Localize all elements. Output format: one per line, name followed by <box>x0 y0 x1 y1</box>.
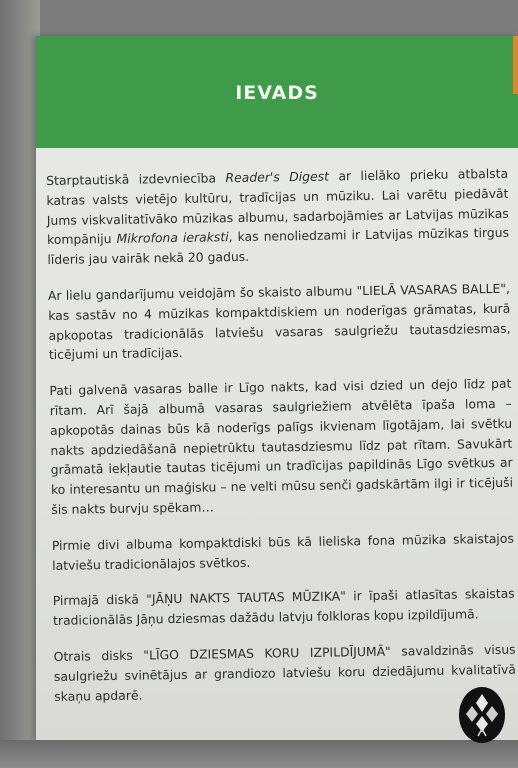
header-band <box>36 36 518 148</box>
text-run: Otrais disks "LĪGO DZIESMAS KORU IZPILDĪJUMĀ" savaldzinās visus saulgriežu svinētājus ar grandiozo latviešu koru dziedājumu kvalitatīvā skaņu apdarē. <box>53 641 516 704</box>
text-run: ar lielāko prieku atbalsta katras valsts vietējo kultūru, tradīcijas un mūziku. Lai varētu piedāvāt Jums viskvalitatīvāko mūzikas albumu, sadarbojāmies ar Latvijas mūzikas kompāniju <box>46 165 509 248</box>
table-surface <box>0 740 518 768</box>
watermark-logo-icon <box>458 686 506 744</box>
paragraph-5 <box>53 584 516 631</box>
body-text <box>46 164 517 723</box>
publisher-name: Reader's Digest <box>225 168 330 186</box>
text-run: , kas nenoliedzami ir Latvijas mūzikas tirgus līderis jau vairāk nekā 20 gadus. <box>47 225 510 268</box>
text-run: Starptautiskā izdevniecība <box>46 170 226 188</box>
paragraph-1 <box>46 164 509 270</box>
paragraph-3 <box>49 374 513 520</box>
company-name: Mikrofona ieraksti <box>116 229 229 247</box>
text-run: Pirmajā diskā "JĀŅU NAKTS TAUTAS MŪZIKA" ir īpaši atlasītas skaistas tradicionālās Jāņu dziesmas dažādu latvju folkloras kopu izpildījumā. <box>52 586 515 629</box>
paragraph-2 <box>48 279 511 365</box>
paragraph-6 <box>53 640 516 707</box>
book-cover-edge <box>0 0 40 768</box>
text-run: Pirmie divi albuma kompaktdiski būs kā lieliska fona mūzika skaistajos latviešu tradicionālajos svētkos. <box>51 530 514 573</box>
text-run: Pati galvenā vasaras balle ir Līgo nakts, kad visi dzied un dejo līdz pat rītam. Arī šajā albumā vasaras saulgriežiem atvēlēta īpaša loma – apkopotās dainas būs kā noderīgs palīgs ikvienam līgotājam, lai svētku nakts apdziedāšanā nepietrūktu tautasdziesmu līdz pat rītam. Savukārt grāmatā iekļautie tautas ticējumi un tradīcijas papildinās Līgo svētkus ar ko interesantu un maģisku – ne velti mūsu senči gadskārtām ilgi ir ticējuši šis nakts burvju spēkam… <box>49 375 514 517</box>
page-title: IEVADS <box>235 82 319 104</box>
book-page <box>36 36 518 740</box>
text-run: Ar lielu gandarījumu veidojām šo skaisto albumu "LIELĀ VASARAS BALLE", kas sastāv no 4 mūzikas kompaktdiskiem un noderīgas grāmatas, kurā apkopotas tradicionālās latviešu vasaras saulgriežu tautasdziesmas, ticējumi un tradīcijas. <box>47 280 511 363</box>
orange-page-edge <box>513 36 518 94</box>
paragraph-4 <box>52 528 515 575</box>
